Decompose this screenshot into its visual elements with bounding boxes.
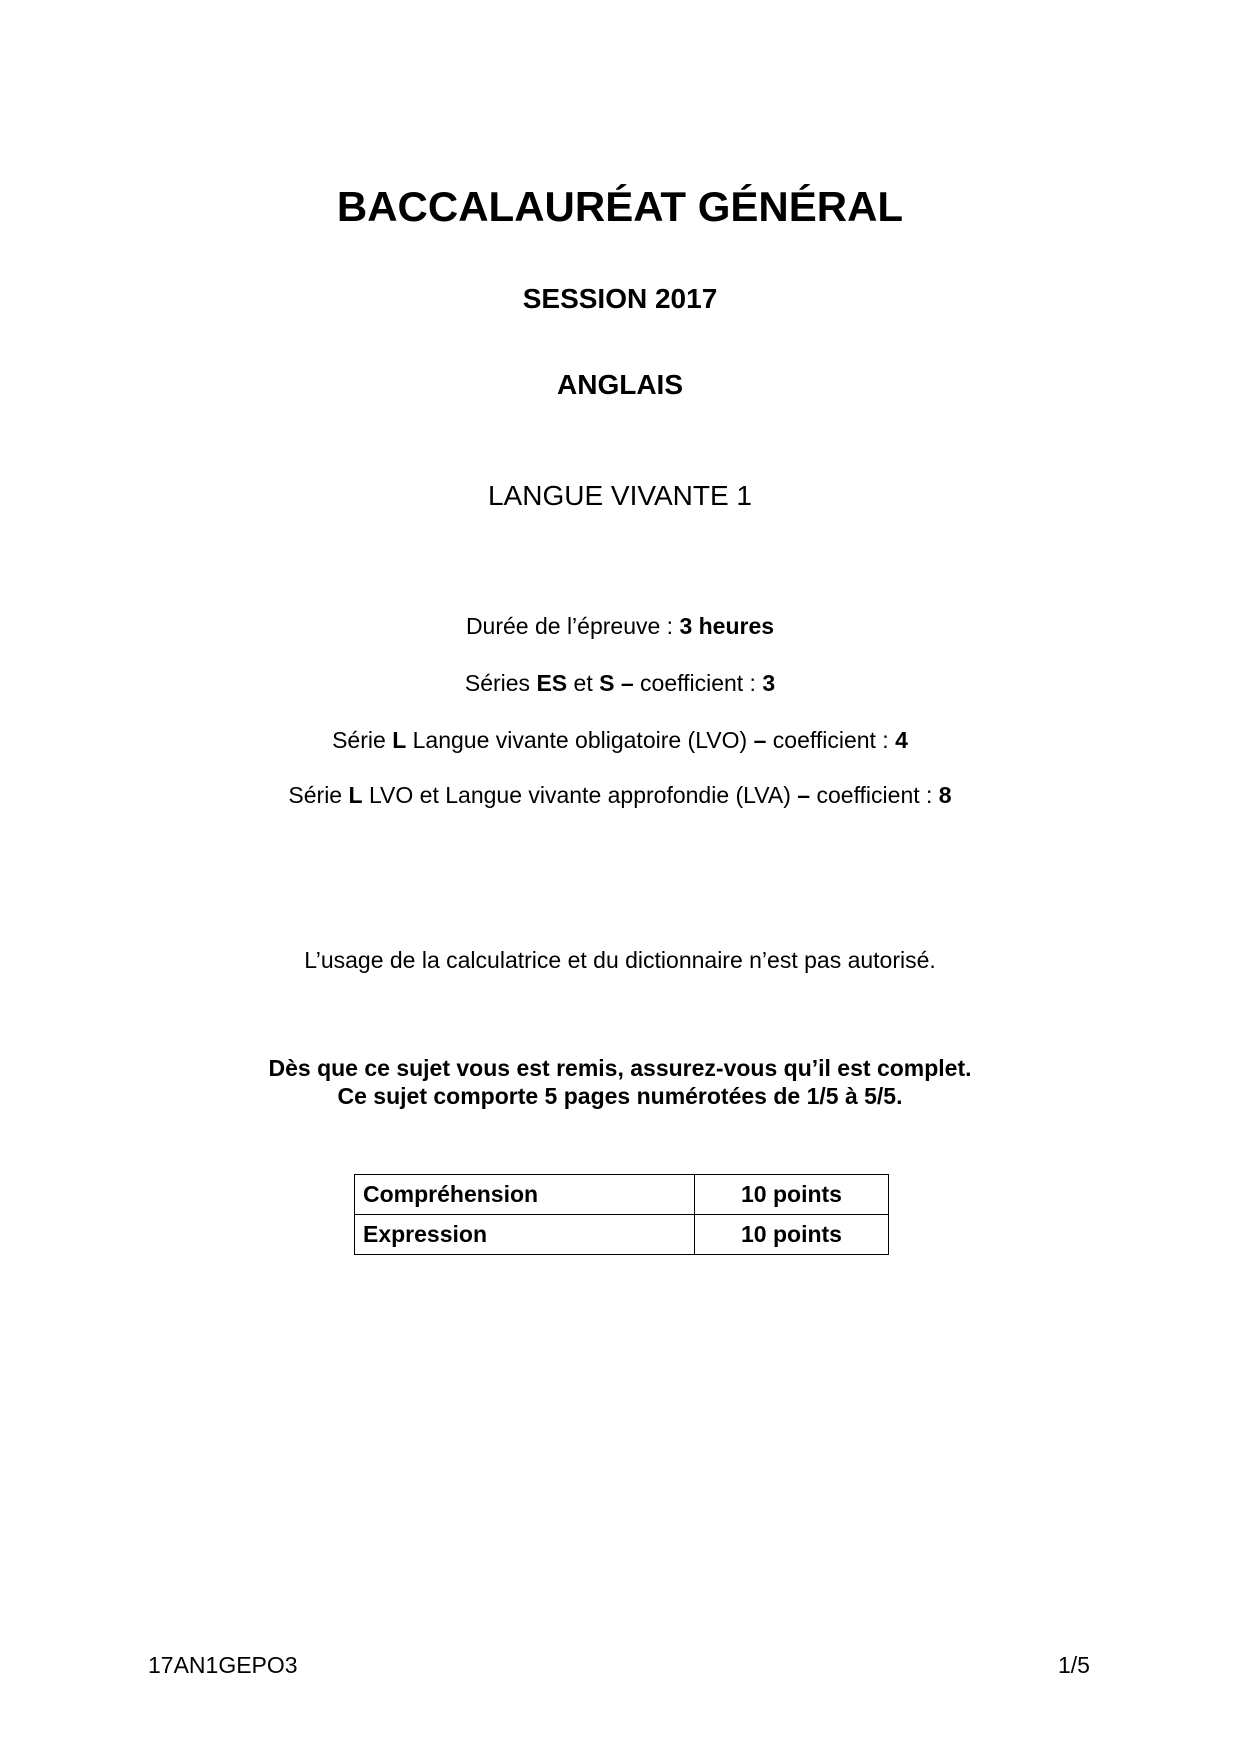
series-dash: – <box>753 727 767 753</box>
usage-notice: L’usage de la calculatrice et du dictionnaire n’est pas autorisé. <box>304 947 936 973</box>
subject-label: ANGLAIS <box>557 369 683 400</box>
series-dash: – <box>614 670 641 696</box>
grading-part: Compréhension <box>355 1175 695 1215</box>
series-prefix: Série <box>332 727 393 753</box>
coef-label: coefficient : <box>810 782 939 808</box>
grading-points: 10 points <box>695 1215 889 1255</box>
series-l-lvo-line <box>0 727 1240 754</box>
duration-value: 3 heures <box>679 613 775 639</box>
series-l: L <box>348 782 363 808</box>
series-and: et <box>567 670 600 696</box>
table-row <box>355 1175 889 1215</box>
table-row <box>355 1215 889 1255</box>
coef-label: coefficient : <box>766 727 896 753</box>
language-level-label: LANGUE VIVANTE 1 <box>487 480 752 511</box>
grading-part: Expression <box>355 1215 695 1255</box>
series-es-s-line <box>0 670 1240 697</box>
grading-table <box>354 1174 889 1255</box>
duration-line <box>0 613 1240 640</box>
completeness-warning: Dès que ce sujet vous est remis, assurez-vous qu’il est complet. <box>268 1055 972 1081</box>
series-prefix: Série <box>288 782 349 808</box>
grading-points: 10 points <box>695 1175 889 1215</box>
coef-value: 3 <box>762 670 776 696</box>
page-count-notice: Ce sujet comporte 5 pages numérotées de 1/5 à 5/5. <box>337 1083 903 1109</box>
series-l: L <box>392 727 407 753</box>
session-label: SESSION 2017 <box>522 283 718 314</box>
coef-value: 4 <box>895 727 908 753</box>
series-prefix: Séries <box>464 670 537 696</box>
series-dash: – <box>797 782 811 808</box>
footer-exam-code: 17AN1GEPO3 <box>148 1652 298 1678</box>
series-text: Langue vivante obligatoire (LVO) <box>406 727 754 753</box>
footer-page-number: 1/5 <box>1058 1652 1090 1678</box>
series-es: ES <box>536 670 568 696</box>
exam-title: BACCALAURÉAT GÉNÉRAL <box>336 183 904 230</box>
duration-label: Durée de l’épreuve : <box>465 613 680 639</box>
series-s: S <box>599 670 615 696</box>
series-text: LVO et Langue vivante approfondie (LVA) <box>362 782 798 808</box>
coef-label: coefficient : <box>640 670 763 696</box>
series-l-lva-line <box>0 782 1240 809</box>
coef-value: 8 <box>938 782 952 808</box>
